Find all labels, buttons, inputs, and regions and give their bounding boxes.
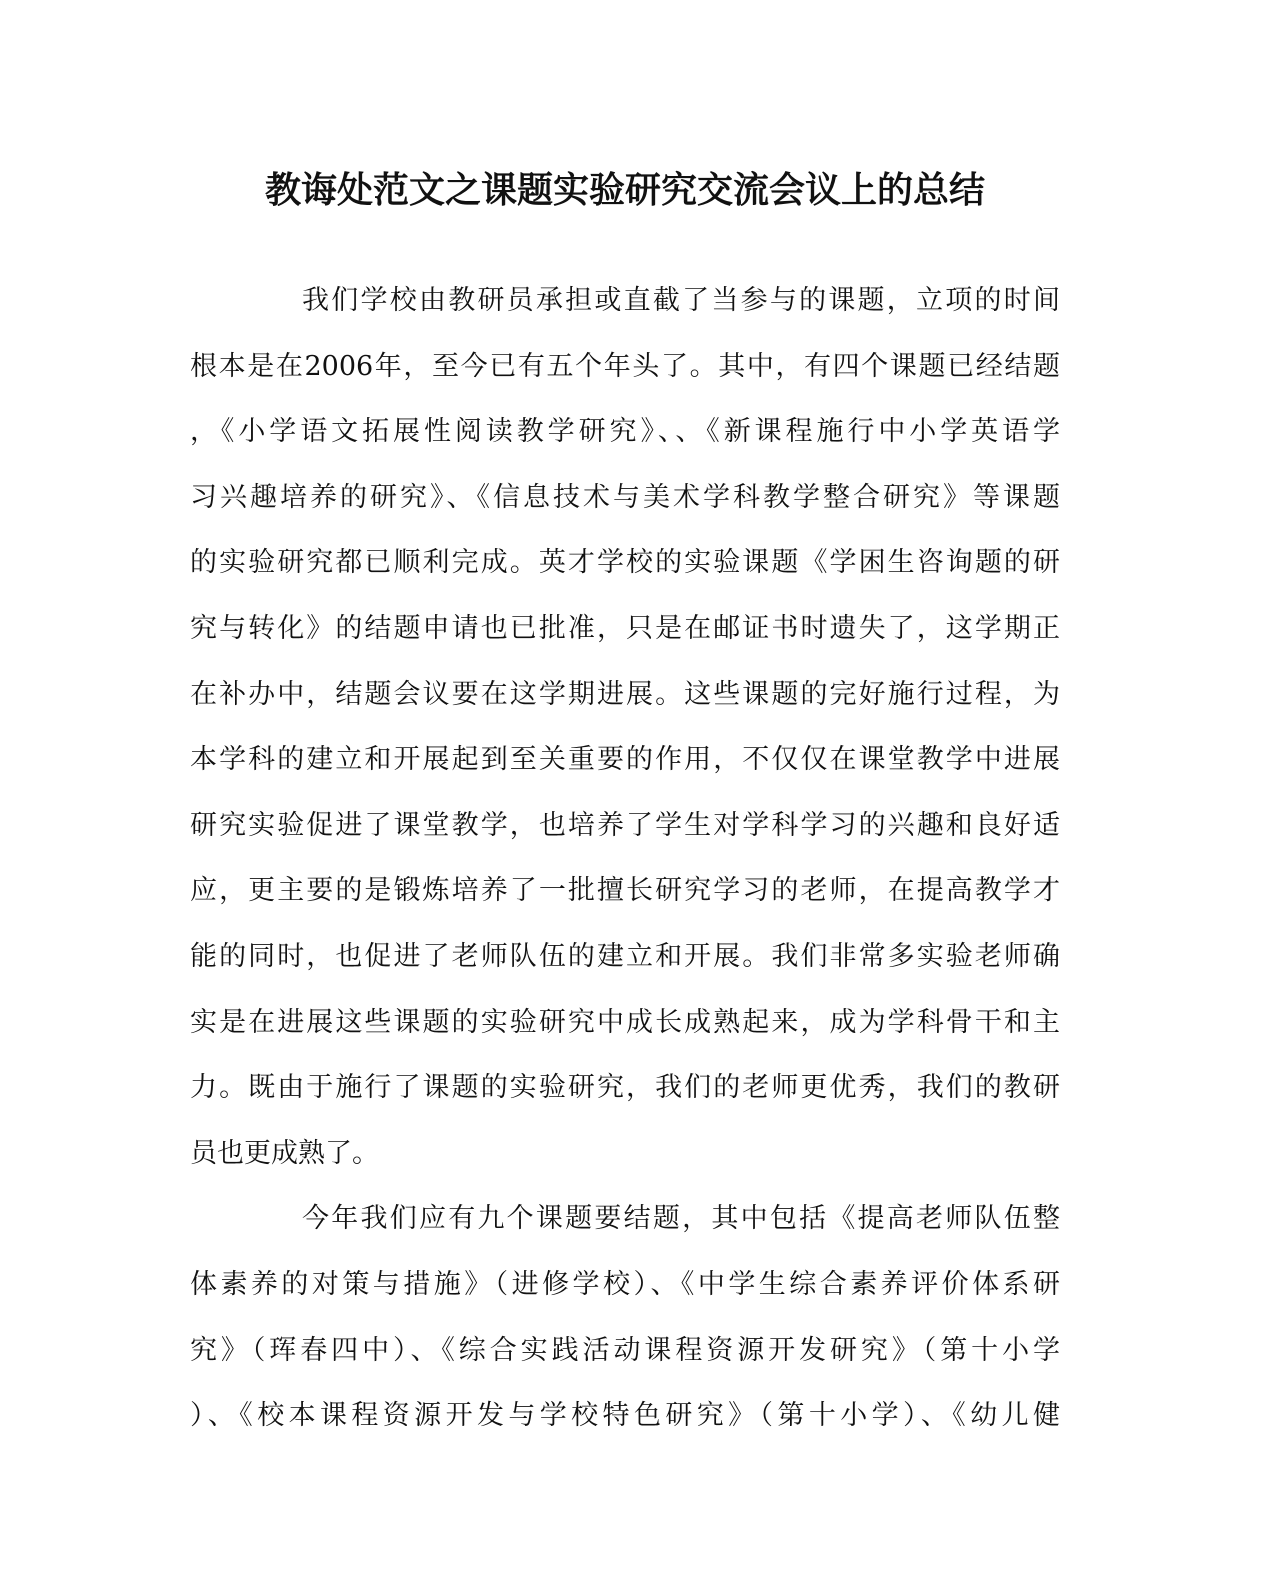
paragraph-1 xyxy=(190,268,1060,1186)
text-line: 究与转化》的结题申请也已批准，只是在邮证书时遗失了，这学期正 xyxy=(190,612,1060,644)
text-line: 应，更主要的是锻炼培养了一批擅长研究学习的老师，在提高教学才 xyxy=(190,875,1060,907)
text-line: 能的同时，也促进了老师队伍的建立和开展。我们非常多实验老师确 xyxy=(190,940,1060,972)
text-line: 根本是在2006年，至今已有五个年头了。其中，有四个课题已经结题 xyxy=(190,350,1060,382)
text-line: 我们学校由教研员承担或直截了当参与的课题，立项的时间 xyxy=(302,285,1060,316)
text-line: 体素养的对策与措施》（进修学校）、《中学生综合素养评价体系研 xyxy=(190,1268,1060,1300)
paragraph-2 xyxy=(190,1186,1060,1448)
text-line: 今年我们应有九个课题要结题，其中包括《提高老师队伍整 xyxy=(302,1203,1060,1235)
text-line: ，《小学语文拓展性阅读教学研究》、、《新课程施行中小学英语学 xyxy=(190,416,1060,448)
text-line: 力。既由于施行了课题的实验研究，我们的老师更优秀，我们的教研 xyxy=(190,1072,1060,1104)
text-line: 研究实验促进了课堂教学，也培养了学生对学科学习的兴趣和良好适 xyxy=(190,809,1060,841)
text-line: 的实验研究都已顺利完成。英才学校的实验课题《学困生咨询题的研 xyxy=(190,547,1060,579)
text-line: 习兴趣培养的研究》、《信息技术与美术学科教学整合研究》等课题 xyxy=(190,481,1060,513)
text-line: ）、《校本课程资源开发与学校特色研究》（第十小学）、《幼儿健 xyxy=(190,1400,1060,1432)
text-line: 实是在进展这些课题的实验研究中成长成熟起来，成为学科骨干和主 xyxy=(190,1006,1060,1038)
text-line: 本学科的建立和开展起到至关重要的作用，不仅仅在课堂教学中进展 xyxy=(190,744,1060,776)
text-line: 究》（珲春四中）、《综合实践活动课程资源开发研究》（第十小学 xyxy=(190,1334,1060,1366)
text-line: 在补办中，结题会议要在这学期进展。这些课题的完好施行过程，为 xyxy=(190,678,1060,710)
document-body xyxy=(190,268,1060,1449)
document-title: 教诲处范文之课题实验研究交流会议上的总结 xyxy=(264,169,985,211)
text-line: 员也更成熟了。 xyxy=(190,1137,379,1169)
